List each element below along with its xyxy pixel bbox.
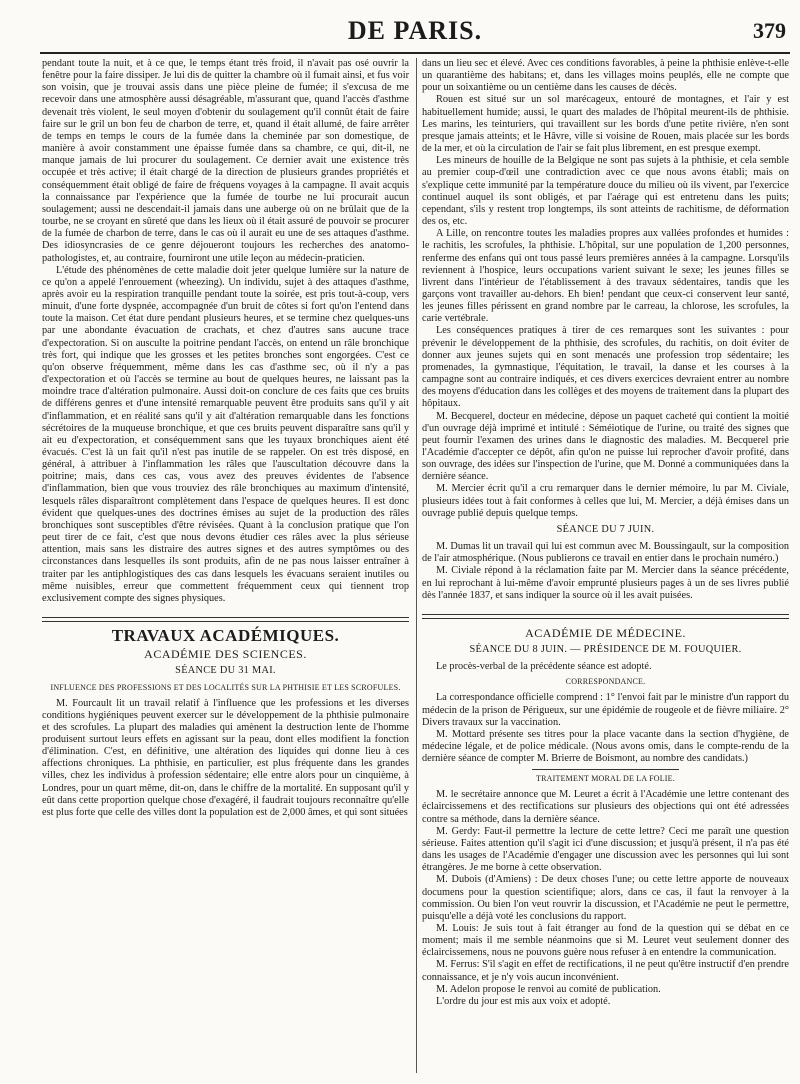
paragraph: L'étude des phénomènes de cette maladie doit jeter quelque lumière sur la nature de ce qu'on a appelé l'enrouement (wheezing). Un individu, sujet à des attaques d'asthme, après avoir eu la respiration tranquille pendant toute la soirée, est pris tout-à-coup, vers minuit, d'une forte dyspnée, accompagnée d'un bruit de côtes si fort qu'on l'entend dans toute la maison. Cet état dure pendant plusieurs heures, et se termine chez quelques-uns par une abondante évacuation de crachats, et chez d'autres sans aucune trace d'expectoration. Si on ausculte la poitrine pendant l'accès, on entend un râle bronchique très fort, qui indique que les grosses et les petites bronches sont engorgées. C'est ce qu'on observe fréquemment, même dans les cas d'asthme sec, où il n'y a pas d'expectoration et où l'accès se termine au bout de quelques heures, ne laissant pas la moindre trace d'altération pulmonaire. Aussi doit-on conclure de ces faits que ces bruits de différens genres et d'une intensité remarquable peuvent être produits sans qu'il y ait d'inflammation, et en réalité sans qu'il y ait d'altération remarquable dans les fonctions sécrétoires de la muqueuse bronchique, et que ces bruits peuvent disparaître sans qu'il y ait eu d'expectoration, et conséquemment sans que les tuyaux bronchiques aient été évacués. C'est là un fait qu'il n'est pas inutile de se rappeler. On est très disposé, en général, à attribuer à l'inflammation les râles que l'auscultation découvre dans la poitrine; mais, dans ces cas, vous avez des preuves évidentes de l'absence d'inflammation, bien que vous trouviez des râle bronchiques au maximum d'intensité, lesquels râles disparaîtront complètement dans l'espace de quelques heures. Il est donc évident que quelques-unes des doctrines émises au sujet de la production des râles bronchiques sont susceptibles d'être révisées. Quant à la conclusion pratique que l'on peut tirer de ce fait, c'est que nous devons étudier ces râles avec la plus sérieuse attention, mais sans les distraire des autres signes et des autres symptômes ou des circonstances dans lesquelles ils sont produits, afin de ne pas nous laisser entraîner à traiter par les antiphlogistiques des cas dans lesquels les évacuans seraient inutiles ou même nuisibles, erreur que commettent fréquemment ceux qui tiennent trop exclusivement compte des signes physiques. <box>42 264 409 604</box>
masthead-title: DE PARIS. <box>347 16 483 45</box>
seance-title: SÉANCE DU 7 JUIN. <box>556 523 655 535</box>
paragraph: M. Becquerel, docteur en médecine, dépose un paquet cacheté qui contient la moitié d'un ouvrage déjà imprimé et intitulé : Séméiotique de l'urine, ou traité des signes que peut fournir l'examen des urines dans le diagnostic des maladies. M. Becquerel prie l'Académie d'accepter ce dépôt, afin qu'on ne puisse lui reprocher d'avoir profité, dans son ouvrage, des idées sur l'inspection de l'urine, que M. Donné a communiquées dans la dernière séance. <box>422 410 789 483</box>
paragraph: M. Mercier écrit qu'il a cru remarquer dans le dernier mémoire, lu par M. Civiale, plusieurs idées tout à fait conformes à celles que lui, M. Mercier, a déjà émises dans un ouvrage publié depuis quelque temps. <box>422 483 789 519</box>
left-column <box>42 58 409 1073</box>
paragraph: M. le secrétaire annonce que M. Leuret a écrit à l'Académie une lettre contenant des éclaircissemens et des rectifications sur plusieurs des objections qui ont été adressées contre sa méthode, dans la dernière séance. <box>422 789 789 825</box>
section-divider <box>42 617 409 622</box>
newspaper-page <box>40 0 790 1084</box>
paragraph: M. Fourcault lit un travail relatif à l'influence que les professions et les diverses conditions hygiéniques peuvent exercer sur le développement de la phthisie pulmonaire et des scrofules. La plupart des maladies qui amènent la destruction lente de l'homme produisent surtout leurs effets en agissant sur la peau, dont elles modifient la fonction d'élimination. C'est, en définitive, une altération des liquides qui donne lieu à ces affections chroniques. La phthisie, en particulier, est plus fréquente dans les grandes villes, chez les individus à profession sédentaire; elle entre alors pour un cinquième, à Londres, pour un quart même, dit-on, dans le chiffre de la mortalité. En supposant qu'il y eût dans cette proportion quelque chose d'exagéré, il faudrait toujours reconnaître qu'elle est plus forte que celle des villes dont la population est de 2,000 âmes, et qui sont situées <box>42 697 409 818</box>
paragraph: pendant toute la nuit, et à ce que, le temps étant très froid, il n'avait pas osé ouvrir la fenêtre pour la faire dissiper. Je lui dis de quitter la chambre où il fumait ainsi, et fus voir son voisin, que je trouvai assis dans une pièce pleine de fumée; il s'excusa de me recevoir dans une atmosphère aussi désagréable, m'assurant que, quand l'accès d'asthme devenait très violent, le seul moyen d'obtenir du soulagement qu'il connût était de faire faire sur le gril un bon feu de charbon de terre, et, quand il était allumé, de faire arrêter de temps en temps le cours de la fumée dans la cheminée par son domestique, de manière à avoir constamment une épaisse fumée dans sa chambre, ce qui, dit-il, ne manque jamais de lui procurer du soulagement. Ce dernier avait une existence très occupée et très active; il était chargé de la direction de plusieurs grandes propriétés et conséquemment était obligé de faire de fréquens voyages à la campagne. Il avait acquis la connaissance par l'expérience que la fumée de tourbe ne lui procurait aucun soulagement; aussi ne descendait-il jamais dans une auberge où on ne brûlait que de la tourbe, ne se croyant en sûreté que dans les lieux où il était assuré de pouvoir se procurer de la fumée de charbon de terre, dans le cas où il aurait eu une de ses attaques d'asthme. Des idiosyncrasies de ce genre déjoueront toujours les recherches des anatomo-pathologistes, et, au contraire, fourniront une utile leçon au médecin-praticien. <box>42 58 409 264</box>
paragraph: dans un lieu sec et élevé. Avec ces conditions favorables, à peine la phthisie enlève-t-elle un quarantième des habitans; et, dans les villages moins peuplés, elle ne compte que pour un soixantième ou un centième dans les causes de décès. <box>422 58 789 94</box>
paragraph: L'ordre du jour est mis aux voix et adopté. <box>436 995 611 1007</box>
paragraph: M. Civiale répond à la réclamation faite par M. Mercier dans la séance précédente, en lui reprochant à lui-même d'avoir emprunté plusieurs pages à un de ses livres publié dès l'année 1837, et sans indiquer la source où il les avait puisées. <box>422 565 789 601</box>
divider <box>532 769 679 770</box>
column-rule <box>416 58 417 1073</box>
section-title: TRAVAUX ACADÉMIQUES. <box>111 626 340 646</box>
paragraph: M. Adelon propose le renvoi au comité de publication. <box>436 983 661 995</box>
paragraph: Les conséquences pratiques à tirer de ces remarques sont les suivantes : pour prévenir le développement de la phthisie, des scrofules, du rachitis, on doit éviter de donner aux jeunes sujets qui en sont menacés une profession trop sédentaire; les promenades, la gymnastique, l'équitation, le travail, la danse et les courses à la campagne sont au contraire indiqués, et ces divers exercices devraient entrer au nombre des moyens d'éducation dans les collèges et des moyens de traitement dans la plupart des hôpitaux. <box>422 325 789 410</box>
page-header <box>40 12 790 54</box>
paragraph: Les mineurs de houille de la Belgique ne sont pas sujets à la phthisie, et cela semble au premier coup-d'œil une contradiction avec ce que nous avons établi; mais on s'explique cette immunité par la température douce du milieu où ils vivent, par l'exercice continuel auquel ils sont obligés, et par l'aérage qui est entretenu dans les puits; cependant, s'ils y restent trop longtemps, ils sont atteints de rachitisme, de déformation des os, etc. <box>422 155 789 228</box>
paragraph: M. Dumas lit un travail qui lui est commun avec M. Boussingault, sur la composition de l'air atmosphérique. (Nous publierons ce travail en entier dans le prochain numéro.) <box>422 541 789 565</box>
page-number: 379 <box>753 18 786 43</box>
academy-title: ACADÉMIE DES SCIENCES. <box>144 647 307 662</box>
paragraph: Le procès-verbal de la précédente séance est adopté. <box>436 661 652 673</box>
paragraph: M. Louis: Je suis tout à fait étranger au fond de la question qui se débat en ce moment; mais il me semble néanmoins que si M. Leuret veut seulement donner des éclaircissemens, nous ne pouvons guère nous refuser à en entendre la communication. <box>422 923 789 959</box>
right-column <box>422 58 789 1073</box>
correspondance-title: CORRESPONDANCE. <box>565 677 646 687</box>
seance-title: SÉANCE DU 31 MAI. <box>175 665 276 677</box>
paragraph: La correspondance officielle comprend : 1° l'envoi fait par le ministre d'un rapport du médecin de la prison de Périgueux, sur une épidémie de rougeole et de fièvre miliaire. 2° Divers travaux sur la vaccination. <box>422 692 789 728</box>
paragraph: M. Mottard présente ses titres pour la place vacante dans la section d'hygiène, de médecine légale, et de police médicale. (Nous avons omis, dans le compte-rendu de la dernière séance de compter M. Brierre de Boismont, au nombre des candidats.) <box>422 728 789 765</box>
paragraph: Rouen est situé sur un sol marécageux, entouré de montagnes, et l'air y est habituellement humide; aussi, le quart des malades de l'hôpital meurent-ils de phthisie. Les marins, les teinturiers, qui travaillent sur les bords d'une petite rivière, n'en sont presque jamais atteints; et le Hâvre, ville si voisine de Rouen, mais placée sur les bords de la mer, et où la circulation de l'air se fait plus librement, en est presque exempt. <box>422 94 789 155</box>
seance-title: SÉANCE DU 8 JUIN. — PRÉSIDENCE DE M. FOUQUIER. <box>469 644 742 656</box>
paragraph: A Lille, on rencontre toutes les maladies propres aux vallées profondes et humides : le rachitis, les scrofules, la phthisie. L'hôpital, sur une population de 1,200 personnes, renferme des enfans qui ont tous passé leurs premières années à la campagne. Lorsqu'ils reviennent à l'hospice, leurs occupations varient suivant le sexe; les jeunes filles se livrent dans l'intérieur de l'établissement à des travaux sédentaires, tandis que les garçons vont travailler au-dehors. Eh bien! pendant que ceux-ci conservent leur santé, les jeunes filles périssent en grand nombre par le carreau, la chlorose, les scrofules, la carie vertébrale. <box>422 228 789 325</box>
paragraph: M. Gerdy: Faut-il permettre la lecture de cette lettre? Ceci me paraît une question sérieuse. Faites attention qu'il s'agit ici d'une discussion; et jusqu'à présent, il n'a pas été dans les usages de l'Académie d'engager une discussion avec les personnes qui lui sont étrangères. Je me borne à cette observation. <box>422 825 789 874</box>
article-subhead: INFLUENCE DES PROFESSIONS ET DES LOCALITÉS SUR LA PHTHISIE ET LES SCROFULES. <box>50 682 401 692</box>
article-subhead: TRAITEMENT MORAL DE LA FOLIE. <box>536 774 675 784</box>
paragraph: M. Ferrus: S'il s'agit en effet de rectifications, il ne peut qu'être instructif d'en prendre connaissance, et je n'y vois aucun inconvénient. <box>422 959 789 983</box>
section-divider <box>422 614 789 619</box>
paragraph: M. Dubois (d'Amiens) : De deux choses l'une; ou cette lettre apporte de nouveaux documens pour la question scientifique; alors, dans ce cas, il faut la renvoyer à la commission. Ou bien l'on veut rouvrir la discussion, et l'Académie ne peut le permettre, puisqu'elle a déjà voté les conclusions du rapport. <box>422 874 789 922</box>
academy-title: ACADÉMIE DE MÉDECINE. <box>525 625 686 640</box>
